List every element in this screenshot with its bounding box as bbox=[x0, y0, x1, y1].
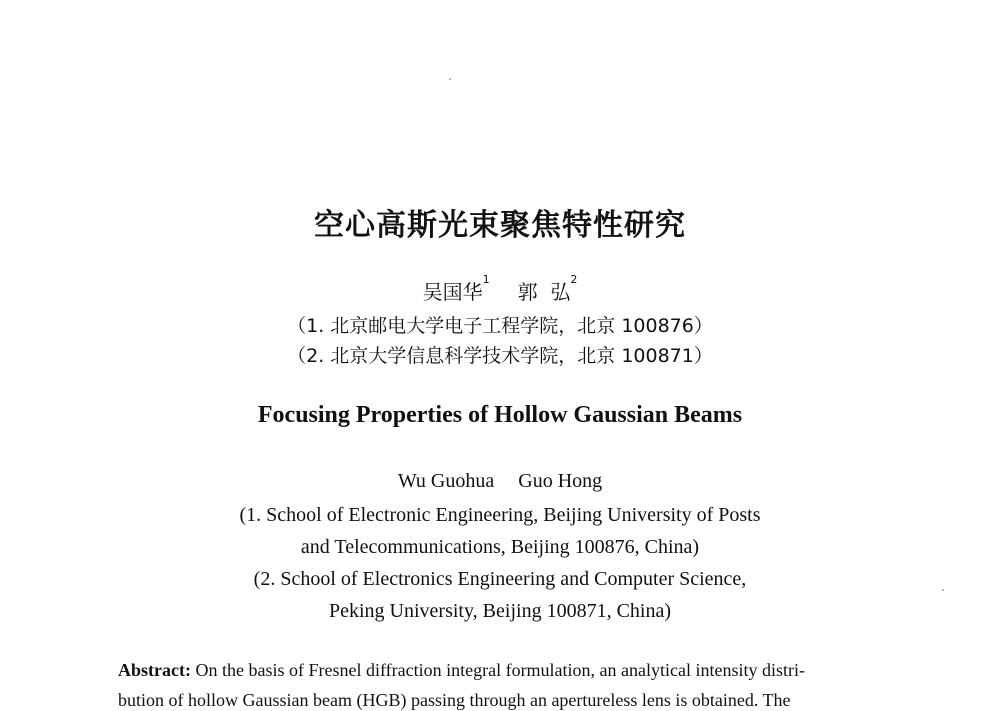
author-cn-1: 吴国华 bbox=[422, 280, 483, 304]
paper-title-english: Focusing Properties of Hollow Gaussian Beams bbox=[257, 402, 743, 428]
author-en-2: Guo Hong bbox=[518, 470, 603, 492]
author-cn-1-affil-mark: 1 bbox=[482, 273, 490, 286]
affiliation-en-1-line-1: (1. School of Electronic Engineering, Beijing University of Posts bbox=[239, 504, 761, 526]
author-cn-2: 郭 弘 bbox=[517, 280, 571, 304]
author-en-1: Wu Guohua bbox=[397, 470, 495, 492]
authors-english bbox=[0, 470, 1000, 493]
affiliation-en-2-line-1: (2. School of Electronics Engineering and Computer Science, bbox=[253, 568, 747, 590]
scan-speck bbox=[449, 78, 451, 80]
scan-speck bbox=[942, 589, 944, 591]
affiliation-en-1-line-2: and Telecommunications, Beijing 100876, China) bbox=[300, 536, 700, 558]
affiliation-cn-2: （2. 北京大学信息科学技术学院，北京 100871） bbox=[287, 345, 713, 367]
authors-chinese bbox=[0, 273, 1000, 305]
affiliation-en-2-line-2: Peking University, Beijing 100871, China) bbox=[328, 600, 671, 622]
abstract-text-1: On the basis of Fresnel diffraction integral formulation, an analytical intensity distri- bbox=[190, 660, 805, 680]
paper-title-chinese: 空心高斯光束聚焦特性研究 bbox=[314, 208, 686, 243]
abstract-line-1 bbox=[118, 660, 894, 681]
affiliation-cn-1: （1. 北京邮电大学电子工程学院，北京 100876） bbox=[287, 315, 713, 337]
author-cn-2-affil-mark: 2 bbox=[570, 273, 578, 286]
abstract-label: Abstract: bbox=[118, 660, 191, 680]
abstract-line-2: bution of hollow Gaussian beam (HGB) passing through an apertureless lens is obtained. The bbox=[118, 690, 791, 710]
